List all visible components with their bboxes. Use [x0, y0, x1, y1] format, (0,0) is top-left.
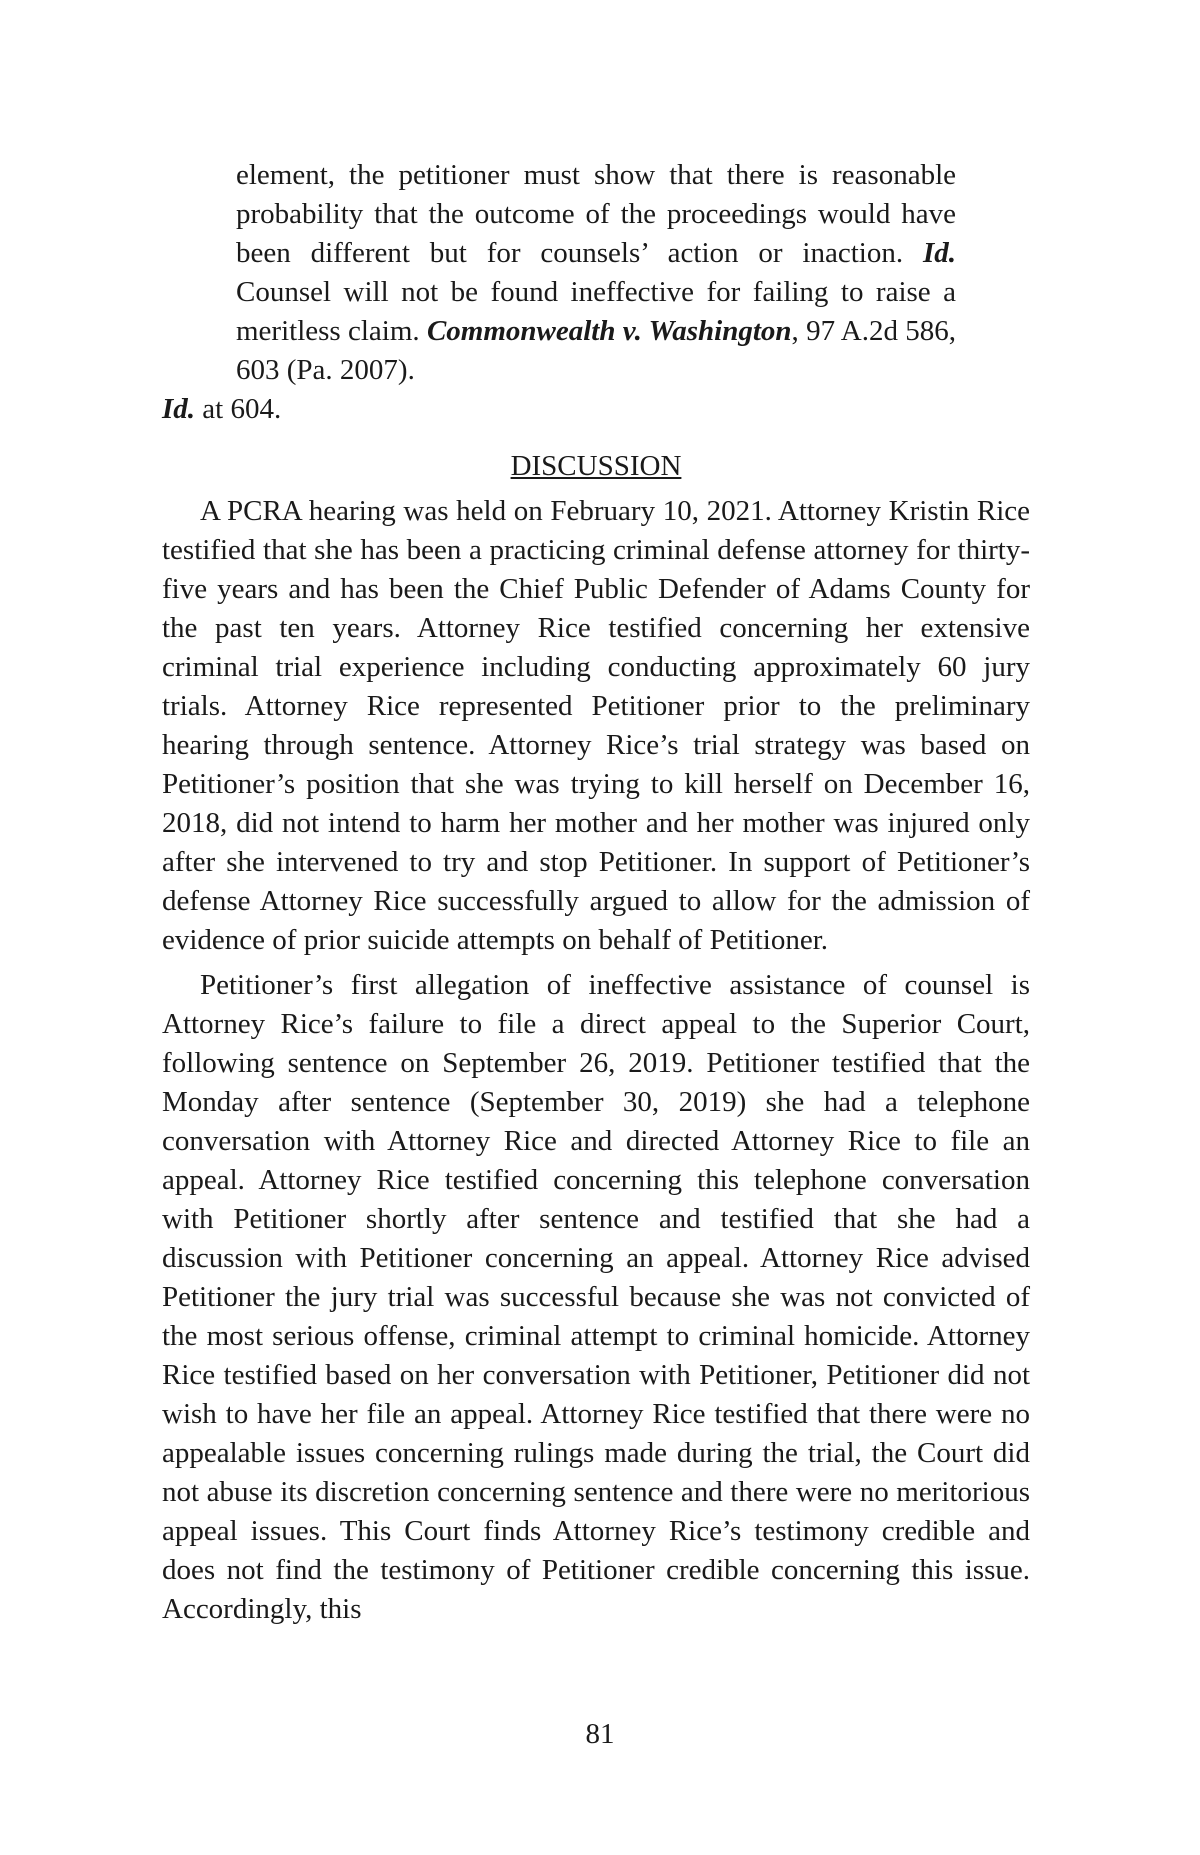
quote-text-1: element, the petitioner must show that there is reasonable probability that the outcome of the proceedings would have been different but for counsels’ action or inaction. — [236, 159, 956, 269]
quote-citation-id: Id. — [922, 237, 956, 269]
id-citation-line — [162, 390, 1030, 429]
block-quote — [236, 156, 956, 390]
section-heading: DISCUSSION — [510, 450, 682, 482]
id-citation-text: at 604. — [195, 393, 282, 425]
paragraph: Petitioner’s first allegation of ineffective assistance of counsel is Attorney Rice’s failure to file a direct appeal to the Superior Court, following sentence on September 26, 2019. Petitioner testified that the Monday after sentence (September 30, 2019) she had a telephone conversation with Attorney Rice and directed Attorney Rice to file an appeal. Attorney Rice testified concerning this telephone conversation with Petitioner shortly after sentence and testified that she had a discussion with Petitioner concerning an appeal. Attorney Rice advised Petitioner the jury trial was successful because she was not convicted of the most serious offense, criminal attempt to criminal homicide. Attorney Rice testified based on her conversation with Petitioner, Petitioner did not wish to have her file an appeal. Attorney Rice testified that there were no appealable issues concerning rulings made during the trial, the Court did not abuse its discretion concerning sentence and there were no meritorious appeal issues. This Court finds Attorney Rice’s testimony credible and does not find the testimony of Petitioner credible concerning this issue. Accordingly, this — [162, 969, 1030, 1625]
paragraph: A PCRA hearing was held on February 10, 2021. Attorney Kristin Rice testified that she has been a practicing criminal defense attorney for thirty-five years and has been the Chief Public Defender of Adams County for the past ten years. Attorney Rice testified concerning her extensive criminal trial experience including conducting approximately 60 jury trials. Attorney Rice represented Petitioner prior to the preliminary hearing through sentence. Attorney Rice’s trial strategy was based on Petitioner’s position that she was trying to kill herself on December 16, 2018, did not intend to harm her mother and her mother was injured only after she intervened to try and stop Petitioner. In support of Petitioner’s defense Attorney Rice successfully argued to allow for the admission of evidence of prior suicide attempts on behalf of Petitioner. — [162, 495, 1030, 956]
document-body — [162, 156, 1030, 1635]
quote-text-3: , 97 A.2d 586, 603 (Pa. 2007). — [236, 315, 957, 386]
quote-text-2: Counsel will not be found ineffective for failing to raise a meritless claim. — [236, 276, 956, 347]
quote-citation-case: Commonwealth v. Washington — [426, 315, 792, 347]
id-citation: Id. — [162, 393, 196, 425]
block-quote-text — [236, 156, 956, 390]
page-number: 81 — [585, 1718, 615, 1750]
